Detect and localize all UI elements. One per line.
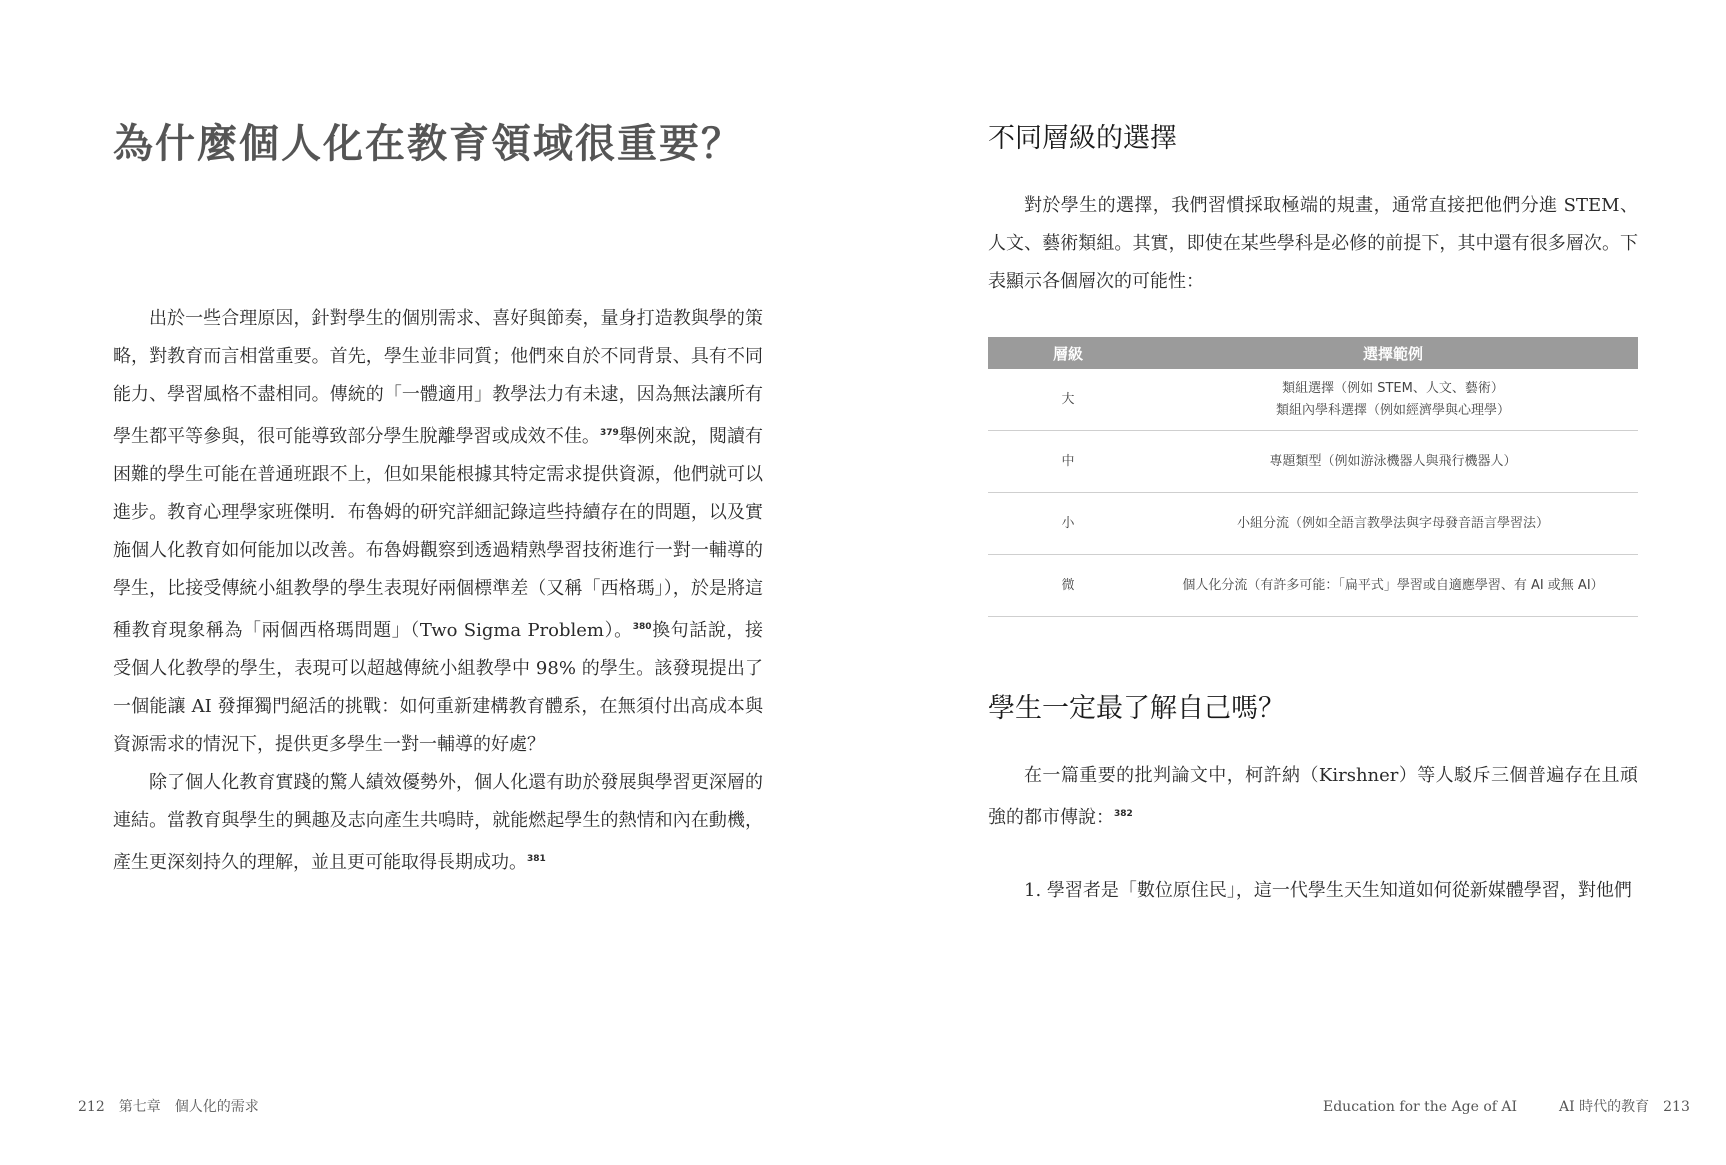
- table-row: [988, 555, 1638, 617]
- list-item-1: 1. 學習者是「數位原住民」，這一代學生天生知道如何從新媒體學習，對他們: [1024, 880, 1632, 901]
- footnote-382: 382: [1114, 809, 1133, 819]
- footer-book-title-zh: AI 時代的教育: [1559, 1099, 1650, 1115]
- table-row: [988, 493, 1638, 555]
- page-title: 為什麼個人化在教育領域很重要？: [113, 121, 743, 167]
- example-cell: 類組選擇（例如 STEM、人文、藝術） 類組內學科選擇（例如經濟學與心理學）: [1148, 369, 1638, 431]
- section-heading-students: 學生一定最了解自己嗎？: [988, 693, 1285, 724]
- choice-levels-table: [988, 337, 1638, 617]
- table-row: [988, 369, 1638, 431]
- footer-chapter-title: 個人化的需求: [174, 1099, 259, 1115]
- table-row: [988, 431, 1638, 493]
- right-page: [863, 0, 1726, 1165]
- footer-right: [1323, 1096, 1690, 1116]
- footnote-380: 380: [632, 622, 652, 632]
- paragraph-1: 出於一些合理原因，針對學生的個別需求、喜好與節奏，量身打造教與學的策略，對教育而言相當重要。首先，學生並非同質；他們來自於不同背景、具有不同能力、學習風格不盡相同。傳統的「一體適用」教學法力有未逮，因為無法讓所有學生都平等參與，很可能導致部分學生脫離學習或成效不佳。$^{379}$舉例來說，閱讀有困難的學生可能在普通班跟不上，但如果能根據其特定需求提供資源，他們就可以進步。教育心理學家班傑明．布魯姆的研究詳細記錄這些持續存在的問題，以及實施個人化教育如何能加以改善。布魯姆觀察到透過精熟學習技術進行一對一輔導的學生，比接受傳統小組教學的學生表現好兩個標準差（又稱「西格瑪」），於是將這種教育現象稱為「兩個西格瑪問題」（Two Sigma Problem）。$^{380}$換句話說，接受個人化教學的學生，表現可以超越傳統小組教學中 98% 的學生。該發現提出了一個能讓 AI 發揮獨門絕活的挑戰：如何重新建構教育體系，在無須付出高成本與資源需求的情況下，提供更多學生一對一輔導的好處？: [113, 308, 764, 755]
- footnote-381: 381: [527, 854, 546, 864]
- paragraph-intro: 對於學生的選擇，我們習慣採取極端的規畫，通常直接把他們分進 STEM、人文、藝術類組。其實，即使在某些學科是必修的前提下，其中還有很多層次。下表顯示各個層次的可能性：: [988, 195, 1638, 292]
- paragraph-kirshner: 在一篇重要的批判論文中，柯許納（Kirshner）等人駁斥三個普遍存在且頑強的都市傳說：$^{382}$: [988, 765, 1638, 828]
- example-cell: 小組分流（例如全語言教學法與字母發音語言學習法）: [1148, 493, 1638, 555]
- level-cell: 大: [988, 369, 1148, 431]
- column-header-examples: 選擇範例: [1148, 337, 1638, 369]
- footer-left: [78, 1096, 273, 1116]
- level-cell: 小: [988, 493, 1148, 555]
- level-cell: 中: [988, 431, 1148, 493]
- column-header-level: 層級: [988, 337, 1148, 369]
- section-heading-levels: 不同層級的選擇: [988, 123, 1177, 154]
- footer-chapter: 第七章: [118, 1099, 161, 1115]
- footer-book-title-en: Education for the Age of AI: [1323, 1099, 1518, 1115]
- footnote-379: 379: [599, 428, 619, 438]
- level-cell: 微: [988, 555, 1148, 617]
- paragraph-2: 除了個人化教育實踐的驚人績效優勢外，個人化還有助於發展與學習更深層的連結。當教育與學生的興趣及志向產生共鳴時，就能燃起學生的熱情和內在動機，產生更深刻持久的理解，並且更可能取得長期成功。$^{381}$: [113, 772, 763, 873]
- example-cell: 專題類型（例如游泳機器人與飛行機器人）: [1148, 431, 1638, 493]
- example-cell: 個人化分流（有許多可能：「扁平式」學習或自適應學習、有 AI 或無 AI）: [1148, 555, 1638, 617]
- page-number-right: 213: [1663, 1099, 1690, 1115]
- page-number-left: 212: [78, 1099, 105, 1115]
- body-text-left: [113, 300, 763, 882]
- table-header-row: [988, 337, 1638, 369]
